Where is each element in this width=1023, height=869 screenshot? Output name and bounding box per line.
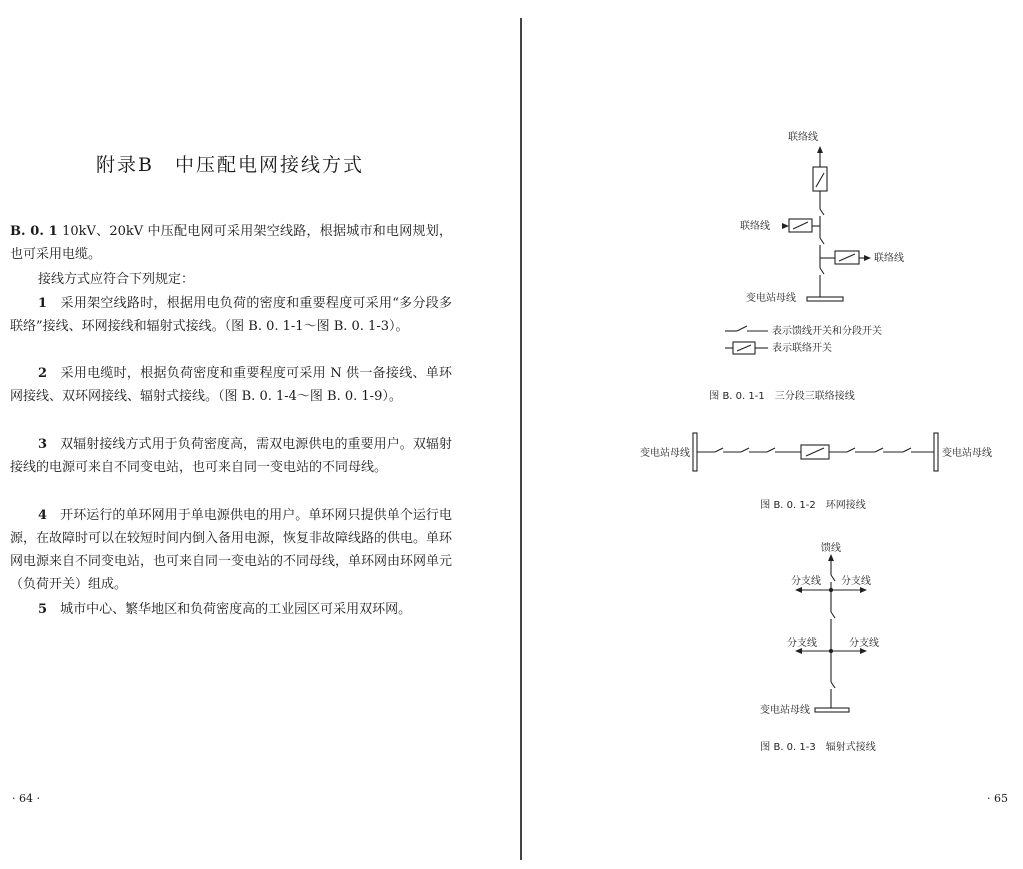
sectional-switch-icon bbox=[741, 448, 749, 452]
arrow-icon bbox=[782, 223, 789, 229]
substation-bus-bar bbox=[934, 433, 938, 471]
legend-sectional-text: 表示馈线开关和分段开关 bbox=[772, 326, 882, 337]
page-number-left: · 64 · bbox=[12, 792, 40, 805]
arrow-icon bbox=[864, 255, 871, 261]
fig3-bus-label: 变电站母线 bbox=[760, 705, 810, 716]
substation-bus-bar bbox=[807, 297, 843, 301]
list-item: 5 城市中心、繁华地区和负荷密度高的工业园区可采用双环网。 bbox=[38, 602, 412, 617]
sectional-switch-icon bbox=[820, 268, 824, 274]
sectional-switch-icon bbox=[831, 612, 835, 618]
list-item: 1 采用架空线路时，根据用电负荷的密度和重要程度可采用“多分段多联络”接线、环网接线和辐射式接线。（图 B. 0. 1-1～图 B. 0. 1-3）。 bbox=[10, 296, 452, 334]
substation-bus-bar bbox=[815, 708, 849, 712]
clause-number: B. 0. 1 bbox=[10, 224, 58, 239]
book-gutter bbox=[520, 18, 522, 860]
fig3-branch-lower-left: 分支线 bbox=[787, 638, 817, 649]
fig1-left-label: 联络线 bbox=[740, 221, 770, 232]
fig3-branch-upper-right: 分支线 bbox=[841, 576, 871, 587]
substation-bus-bar bbox=[693, 433, 697, 471]
figure-b012 bbox=[640, 433, 992, 511]
arrow-icon bbox=[817, 146, 823, 153]
appendix-title: 附录B 中压配电网接线方式 bbox=[96, 154, 364, 176]
page-number-right: · 65 bbox=[987, 792, 1008, 805]
clause-intro: 接线方式应符合下列规定： bbox=[38, 272, 195, 287]
sectional-switch-icon bbox=[820, 238, 824, 244]
right-page bbox=[525, 0, 1023, 865]
list-item: 2 采用电缆时，根据负荷密度和重要程度可采用 N 供一备接线、单环网接线、双环网接线、辐射式接线。（图 B. 0. 1-4～图 B. 0. 1-9）。 bbox=[10, 366, 452, 404]
sectional-switch-icon bbox=[831, 575, 835, 581]
fig2-left-label: 变电站母线 bbox=[640, 448, 690, 459]
list-item: 3 双辐射接线方式用于负荷密度高，需双电源供电的重要用户。双辐射接线的电源可来自不同变电站，也可来自同一变电站的不同母线。 bbox=[10, 437, 452, 475]
sectional-switch-icon bbox=[767, 448, 775, 452]
fig3-branch-upper-left: 分支线 bbox=[791, 576, 821, 587]
sectional-switch-icon bbox=[737, 326, 747, 331]
fig3-caption: 图 B. 0. 1-3 辐射式接线 bbox=[760, 742, 876, 753]
fig2-caption: 图 B. 0. 1-2 环网接线 bbox=[760, 500, 866, 511]
sectional-switch-icon bbox=[875, 448, 883, 452]
sectional-switch-icon bbox=[831, 682, 835, 688]
clause-text: 10kV、20kV 中压配电网可采用架空线路，根据城市和电网规划，也可采用电缆。 bbox=[10, 224, 452, 262]
figure-b013 bbox=[760, 541, 879, 753]
fig1-top-label: 联络线 bbox=[788, 132, 818, 143]
fig3-branch-lower-right: 分支线 bbox=[849, 638, 879, 649]
sectional-switch-icon bbox=[715, 448, 723, 452]
fig1-caption: 图 B. 0. 1-1 三分段三联络接线 bbox=[709, 391, 855, 402]
legend-tie-text: 表示联络开关 bbox=[772, 343, 832, 354]
sectional-switch-icon bbox=[903, 448, 911, 452]
fig3-top-label: 馈线 bbox=[821, 543, 841, 554]
arrow-icon bbox=[828, 554, 834, 561]
clause-b01 bbox=[10, 220, 452, 266]
figures-svg bbox=[525, 0, 1023, 865]
list-item: 4 开环运行的单环网用于单电源供电的用户。单环网只提供单个运行电源，在故障时可以在较短时间内倒入备用电源，恢复非故障线路的供电。单环网电源来自不同变电站，也可来自同一变电站的不同母线，单环网由环网单元（负荷开关）组成。 bbox=[10, 508, 453, 592]
fig2-right-label: 变电站母线 bbox=[942, 448, 992, 459]
arrow-icon bbox=[795, 587, 802, 593]
figure-b011 bbox=[709, 130, 904, 402]
fig1-right-label: 联络线 bbox=[874, 253, 904, 264]
fig1-bus-label: 变电站母线 bbox=[746, 293, 796, 304]
sectional-switch-icon bbox=[847, 448, 855, 452]
sectional-switch-icon bbox=[820, 209, 824, 215]
arrow-icon bbox=[860, 587, 867, 593]
